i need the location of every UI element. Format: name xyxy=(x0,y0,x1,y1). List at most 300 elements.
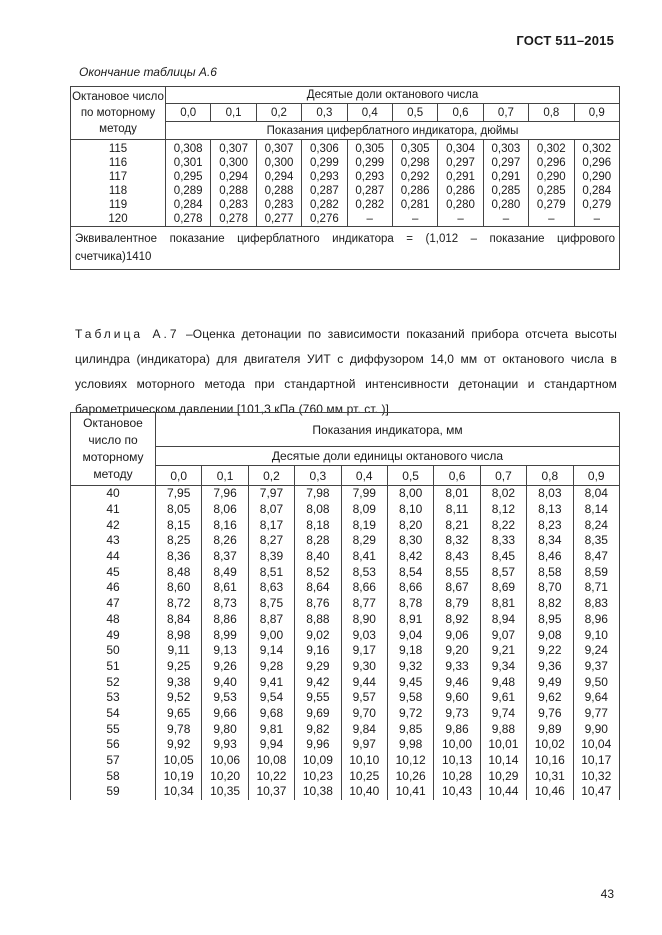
octane-cell: 119 xyxy=(71,198,166,212)
value-cell: 10,14 xyxy=(480,753,526,769)
value-cell: 10,04 xyxy=(573,737,620,753)
value-cell: – xyxy=(529,212,574,227)
value-cell: 9,54 xyxy=(248,690,294,706)
octane-cell: 59 xyxy=(71,784,156,800)
octane-cell: 120 xyxy=(71,212,166,227)
value-cell: 9,22 xyxy=(527,643,573,659)
value-cell: 8,98 xyxy=(156,627,202,643)
octane-cell: 42 xyxy=(71,517,156,533)
value-cell: 9,60 xyxy=(434,690,480,706)
value-cell: 8,53 xyxy=(341,564,387,580)
value-cell: 7,99 xyxy=(341,486,387,502)
value-cell: 8,57 xyxy=(480,564,526,580)
value-cell: 8,01 xyxy=(434,486,480,502)
value-cell: 9,21 xyxy=(480,643,526,659)
value-cell: 8,92 xyxy=(434,612,480,628)
value-cell: 8,21 xyxy=(434,517,480,533)
value-cell: 8,13 xyxy=(527,502,573,518)
octane-cell: 115 xyxy=(71,140,166,157)
table-row xyxy=(71,596,620,612)
value-cell: 9,80 xyxy=(202,721,248,737)
value-cell: 0,308 xyxy=(166,140,211,157)
value-cell: 10,22 xyxy=(248,768,294,784)
value-cell: 0,303 xyxy=(483,140,528,157)
table-row xyxy=(71,753,620,769)
value-cell: 0,282 xyxy=(302,198,347,212)
value-cell: 0,282 xyxy=(347,198,392,212)
value-cell: 9,94 xyxy=(248,737,294,753)
octane-cell: 52 xyxy=(71,674,156,690)
value-cell: 9,82 xyxy=(295,721,341,737)
value-cell: 0,283 xyxy=(256,198,301,212)
value-cell: 8,90 xyxy=(341,612,387,628)
value-cell: 9,85 xyxy=(387,721,433,737)
value-cell: 10,02 xyxy=(527,737,573,753)
value-cell: 8,87 xyxy=(248,612,294,628)
value-cell: 8,19 xyxy=(341,517,387,533)
value-cell: 9,26 xyxy=(202,659,248,675)
value-cell: 8,75 xyxy=(248,596,294,612)
indicator-header: Показания индикатора, мм xyxy=(156,413,620,447)
table-row xyxy=(71,706,620,722)
value-cell: 8,81 xyxy=(480,596,526,612)
table-a6-end xyxy=(70,86,620,270)
value-cell: 0,285 xyxy=(529,184,574,198)
table-a7 xyxy=(70,412,620,800)
value-cell: 10,05 xyxy=(156,753,202,769)
value-cell: 8,22 xyxy=(480,517,526,533)
value-cell: 10,25 xyxy=(341,768,387,784)
value-cell: 9,86 xyxy=(434,721,480,737)
value-cell: 10,47 xyxy=(573,784,620,800)
fraction-column-header: 0,4 xyxy=(341,466,387,486)
value-cell: 9,76 xyxy=(527,706,573,722)
value-cell: 0,296 xyxy=(574,156,620,170)
value-cell: 10,13 xyxy=(434,753,480,769)
value-cell: 9,90 xyxy=(573,721,620,737)
value-cell: 8,86 xyxy=(202,612,248,628)
value-cell: 8,35 xyxy=(573,533,620,549)
value-cell: 0,294 xyxy=(256,170,301,184)
value-cell: 8,07 xyxy=(248,502,294,518)
value-cell: 9,13 xyxy=(202,643,248,659)
octane-cell: 54 xyxy=(71,706,156,722)
value-cell: 9,50 xyxy=(573,674,620,690)
octane-cell: 49 xyxy=(71,627,156,643)
value-cell: 9,00 xyxy=(248,627,294,643)
octane-cell: 46 xyxy=(71,580,156,596)
value-cell: 9,17 xyxy=(341,643,387,659)
table-row xyxy=(71,486,620,502)
value-cell: 9,88 xyxy=(480,721,526,737)
value-cell: 8,03 xyxy=(527,486,573,502)
value-cell: 10,10 xyxy=(341,753,387,769)
value-cell: 9,16 xyxy=(295,643,341,659)
value-cell: 8,71 xyxy=(573,580,620,596)
table-row xyxy=(71,627,620,643)
value-cell: 0,290 xyxy=(529,170,574,184)
octane-cell: 117 xyxy=(71,170,166,184)
value-cell: 8,04 xyxy=(573,486,620,502)
value-cell: 0,285 xyxy=(483,184,528,198)
value-cell: 0,306 xyxy=(302,140,347,157)
value-cell: 9,65 xyxy=(156,706,202,722)
value-cell: 0,278 xyxy=(211,212,256,227)
table-row xyxy=(71,564,620,580)
value-cell: 8,72 xyxy=(156,596,202,612)
value-cell: 10,37 xyxy=(248,784,294,800)
value-cell: 9,02 xyxy=(295,627,341,643)
octane-cell: 45 xyxy=(71,564,156,580)
value-cell: – xyxy=(574,212,620,227)
value-cell: 8,55 xyxy=(434,564,480,580)
value-cell: 10,38 xyxy=(295,784,341,800)
value-cell: 10,26 xyxy=(387,768,433,784)
value-cell: 0,295 xyxy=(166,170,211,184)
value-cell: 9,03 xyxy=(341,627,387,643)
value-cell: 0,276 xyxy=(302,212,347,227)
value-cell: 10,35 xyxy=(202,784,248,800)
value-cell: 8,16 xyxy=(202,517,248,533)
value-cell: 0,300 xyxy=(256,156,301,170)
value-cell: 9,66 xyxy=(202,706,248,722)
value-cell: 8,15 xyxy=(156,517,202,533)
fraction-column-header: 0,3 xyxy=(302,104,347,122)
value-cell: 0,280 xyxy=(438,198,483,212)
value-cell: – xyxy=(392,212,437,227)
fraction-column-header: 0,9 xyxy=(573,466,620,486)
value-cell: 0,283 xyxy=(211,198,256,212)
value-cell: 8,59 xyxy=(573,564,620,580)
octane-cell: 44 xyxy=(71,549,156,565)
value-cell: 9,69 xyxy=(295,706,341,722)
value-cell: 10,17 xyxy=(573,753,620,769)
value-cell: 9,04 xyxy=(387,627,433,643)
value-cell: 10,06 xyxy=(202,753,248,769)
value-cell: 8,30 xyxy=(387,533,433,549)
table-row xyxy=(71,784,620,800)
value-cell: 8,33 xyxy=(480,533,526,549)
fraction-column-header: 0,6 xyxy=(434,466,480,486)
value-cell: 9,48 xyxy=(480,674,526,690)
value-cell: 8,49 xyxy=(202,564,248,580)
fraction-column-header: 0,0 xyxy=(156,466,202,486)
value-cell: 10,01 xyxy=(480,737,526,753)
value-cell: 9,41 xyxy=(248,674,294,690)
value-cell: 10,08 xyxy=(248,753,294,769)
octane-cell: 55 xyxy=(71,721,156,737)
value-cell: 8,23 xyxy=(527,517,573,533)
value-cell: 9,14 xyxy=(248,643,294,659)
octane-cell: 43 xyxy=(71,533,156,549)
octane-cell: 40 xyxy=(71,486,156,502)
value-cell: 9,89 xyxy=(527,721,573,737)
fraction-column-header: 0,9 xyxy=(574,104,620,122)
value-cell: 9,64 xyxy=(573,690,620,706)
value-cell: 8,77 xyxy=(341,596,387,612)
value-cell: 9,97 xyxy=(341,737,387,753)
octane-cell: 48 xyxy=(71,612,156,628)
value-cell: 8,67 xyxy=(434,580,480,596)
value-cell: 0,286 xyxy=(392,184,437,198)
value-cell: 10,40 xyxy=(341,784,387,800)
value-cell: 8,73 xyxy=(202,596,248,612)
value-cell: 0,305 xyxy=(392,140,437,157)
value-cell: 8,91 xyxy=(387,612,433,628)
value-cell: 8,32 xyxy=(434,533,480,549)
value-cell: 8,84 xyxy=(156,612,202,628)
value-cell: 8,58 xyxy=(527,564,573,580)
fraction-column-header: 0,5 xyxy=(392,104,437,122)
value-cell: 7,96 xyxy=(202,486,248,502)
fraction-column-header: 0,2 xyxy=(248,466,294,486)
value-cell: 0,280 xyxy=(483,198,528,212)
value-cell: 0,288 xyxy=(211,184,256,198)
value-cell: 9,40 xyxy=(202,674,248,690)
value-cell: 9,36 xyxy=(527,659,573,675)
value-cell: 8,94 xyxy=(480,612,526,628)
value-cell: 0,293 xyxy=(302,170,347,184)
table-row xyxy=(71,580,620,596)
value-cell: 8,48 xyxy=(156,564,202,580)
value-cell: 8,82 xyxy=(527,596,573,612)
value-cell: 8,70 xyxy=(527,580,573,596)
value-cell: 7,97 xyxy=(248,486,294,502)
value-cell: 8,34 xyxy=(527,533,573,549)
table-row xyxy=(71,721,620,737)
fraction-column-header: 0,7 xyxy=(483,104,528,122)
fraction-column-header: 0,1 xyxy=(211,104,256,122)
value-cell: 9,29 xyxy=(295,659,341,675)
value-cell: 8,61 xyxy=(202,580,248,596)
value-cell: 0,279 xyxy=(529,198,574,212)
table-row xyxy=(71,643,620,659)
table-row xyxy=(71,659,620,675)
value-cell: 9,32 xyxy=(387,659,433,675)
value-cell: – xyxy=(347,212,392,227)
octane-cell: 47 xyxy=(71,596,156,612)
value-cell: 8,66 xyxy=(341,580,387,596)
value-cell: 9,70 xyxy=(341,706,387,722)
table-a7-label: Таблица А.7 xyxy=(75,327,180,341)
value-cell: 8,66 xyxy=(387,580,433,596)
fraction-column-header: 0,8 xyxy=(529,104,574,122)
value-cell: 8,02 xyxy=(480,486,526,502)
value-cell: 9,73 xyxy=(434,706,480,722)
value-cell: – xyxy=(483,212,528,227)
value-cell: 10,46 xyxy=(527,784,573,800)
value-cell: 9,20 xyxy=(434,643,480,659)
value-cell: 8,54 xyxy=(387,564,433,580)
value-cell: 0,299 xyxy=(302,156,347,170)
value-cell: 9,49 xyxy=(527,674,573,690)
value-cell: 8,11 xyxy=(434,502,480,518)
value-cell: 8,18 xyxy=(295,517,341,533)
value-cell: 9,07 xyxy=(480,627,526,643)
value-cell: 0,298 xyxy=(392,156,437,170)
value-cell: 0,297 xyxy=(483,156,528,170)
value-cell: 9,38 xyxy=(156,674,202,690)
value-cell: 7,95 xyxy=(156,486,202,502)
value-cell: 8,20 xyxy=(387,517,433,533)
value-cell: 8,60 xyxy=(156,580,202,596)
value-cell: 8,27 xyxy=(248,533,294,549)
value-cell: 9,52 xyxy=(156,690,202,706)
table-row xyxy=(71,198,620,212)
document-header: ГОСТ 511–2015 xyxy=(516,33,614,48)
value-cell: 0,277 xyxy=(256,212,301,227)
value-cell: 8,64 xyxy=(295,580,341,596)
table-row xyxy=(71,502,620,518)
value-cell: 0,287 xyxy=(302,184,347,198)
value-cell: 8,28 xyxy=(295,533,341,549)
value-cell: 8,95 xyxy=(527,612,573,628)
value-cell: 8,25 xyxy=(156,533,202,549)
value-cell: 8,10 xyxy=(387,502,433,518)
value-cell: 9,62 xyxy=(527,690,573,706)
table-row xyxy=(71,170,620,184)
value-cell: 9,55 xyxy=(295,690,341,706)
value-cell: 8,12 xyxy=(480,502,526,518)
value-cell: 9,84 xyxy=(341,721,387,737)
value-cell: 8,24 xyxy=(573,517,620,533)
table-row xyxy=(71,737,620,753)
value-cell: 0,300 xyxy=(211,156,256,170)
value-cell: 9,92 xyxy=(156,737,202,753)
value-cell: 9,98 xyxy=(387,737,433,753)
value-cell: 0,304 xyxy=(438,140,483,157)
value-cell: 8,29 xyxy=(341,533,387,549)
value-cell: 8,96 xyxy=(573,612,620,628)
value-cell: 9,45 xyxy=(387,674,433,690)
value-cell: 10,43 xyxy=(434,784,480,800)
value-cell: 0,289 xyxy=(166,184,211,198)
value-cell: 8,37 xyxy=(202,549,248,565)
value-cell: 8,45 xyxy=(480,549,526,565)
value-cell: 8,14 xyxy=(573,502,620,518)
table-row xyxy=(71,212,620,227)
value-cell: 0,287 xyxy=(347,184,392,198)
table-a6-caption: Окончание таблицы А.6 xyxy=(79,65,217,79)
value-cell: 10,20 xyxy=(202,768,248,784)
value-cell: 8,08 xyxy=(295,502,341,518)
value-cell: 9,81 xyxy=(248,721,294,737)
value-cell: 0,292 xyxy=(392,170,437,184)
value-cell: 9,10 xyxy=(573,627,620,643)
value-cell: 8,40 xyxy=(295,549,341,565)
value-cell: 0,302 xyxy=(574,140,620,157)
fraction-column-header: 0,2 xyxy=(256,104,301,122)
table-row xyxy=(71,674,620,690)
value-cell: 10,29 xyxy=(480,768,526,784)
value-cell: 9,44 xyxy=(341,674,387,690)
value-cell: 10,23 xyxy=(295,768,341,784)
fraction-header: Десятые доли октанового числа xyxy=(166,87,620,104)
value-cell: 8,47 xyxy=(573,549,620,565)
value-cell: 9,42 xyxy=(295,674,341,690)
page-number: 43 xyxy=(600,887,614,901)
value-cell: 8,88 xyxy=(295,612,341,628)
octane-cell: 51 xyxy=(71,659,156,675)
value-cell: 10,28 xyxy=(434,768,480,784)
value-cell: 8,99 xyxy=(202,627,248,643)
value-cell: 9,74 xyxy=(480,706,526,722)
value-cell: 8,39 xyxy=(248,549,294,565)
value-cell: 0,286 xyxy=(438,184,483,198)
fraction-column-header: 0,7 xyxy=(480,466,526,486)
fraction-column-header: 0,5 xyxy=(387,466,433,486)
value-cell: 0,297 xyxy=(438,156,483,170)
table-row xyxy=(71,140,620,157)
value-cell: 9,78 xyxy=(156,721,202,737)
table-a7-description: –Оценка детонации по зависимости показаний прибора отсчета высоты цилиндра (индикатора) для двигателя УИТ с диффузором 14,0 мм от октанового числа в условиях моторного метода при стандартной интенсивности детонации и стандартном барометрическом давлении [101,3 кПа (760 мм рт. ст. )] xyxy=(75,327,617,416)
value-cell: 0,296 xyxy=(529,156,574,170)
value-cell: 0,294 xyxy=(211,170,256,184)
value-cell: 10,19 xyxy=(156,768,202,784)
table-a6-note: Эквивалентное показание циферблатного индикатора = (1,012 – показание цифрового счетчика)1410 xyxy=(71,227,620,270)
value-cell: 8,09 xyxy=(341,502,387,518)
value-cell: 9,96 xyxy=(295,737,341,753)
value-cell: 8,06 xyxy=(202,502,248,518)
value-cell: 9,25 xyxy=(156,659,202,675)
value-cell: 8,42 xyxy=(387,549,433,565)
value-cell: 10,12 xyxy=(387,753,433,769)
table-row xyxy=(71,156,620,170)
octane-cell: 116 xyxy=(71,156,166,170)
value-cell: 8,17 xyxy=(248,517,294,533)
value-cell: 9,24 xyxy=(573,643,620,659)
value-cell: 9,37 xyxy=(573,659,620,675)
value-cell: 8,78 xyxy=(387,596,433,612)
fraction-column-header: 0,4 xyxy=(347,104,392,122)
value-cell: 0,291 xyxy=(483,170,528,184)
value-cell: 0,278 xyxy=(166,212,211,227)
fraction-column-header: 0,6 xyxy=(438,104,483,122)
value-cell: 8,83 xyxy=(573,596,620,612)
octane-cell: 50 xyxy=(71,643,156,659)
value-cell: 8,36 xyxy=(156,549,202,565)
value-cell: 8,69 xyxy=(480,580,526,596)
table-row xyxy=(71,184,620,198)
value-cell: 8,52 xyxy=(295,564,341,580)
value-cell: 0,307 xyxy=(256,140,301,157)
value-cell: 9,28 xyxy=(248,659,294,675)
value-cell: 8,79 xyxy=(434,596,480,612)
value-cell: 8,76 xyxy=(295,596,341,612)
value-cell: 10,34 xyxy=(156,784,202,800)
value-cell: 8,05 xyxy=(156,502,202,518)
value-cell: 0,291 xyxy=(438,170,483,184)
value-cell: – xyxy=(438,212,483,227)
value-cell: 0,301 xyxy=(166,156,211,170)
value-cell: 9,72 xyxy=(387,706,433,722)
value-cell: 0,302 xyxy=(529,140,574,157)
octane-column-header: Октановое число по моторному методу xyxy=(71,87,166,140)
value-cell: 0,281 xyxy=(392,198,437,212)
table-row xyxy=(71,517,620,533)
value-cell: 0,305 xyxy=(347,140,392,157)
value-cell: 9,30 xyxy=(341,659,387,675)
fraction-column-header: 0,1 xyxy=(202,466,248,486)
value-cell: 9,46 xyxy=(434,674,480,690)
octane-cell: 53 xyxy=(71,690,156,706)
table-row xyxy=(71,690,620,706)
fraction-column-header: 0,3 xyxy=(295,466,341,486)
value-cell: 10,32 xyxy=(573,768,620,784)
table-row xyxy=(71,768,620,784)
octane-cell: 57 xyxy=(71,753,156,769)
value-cell: 8,46 xyxy=(527,549,573,565)
